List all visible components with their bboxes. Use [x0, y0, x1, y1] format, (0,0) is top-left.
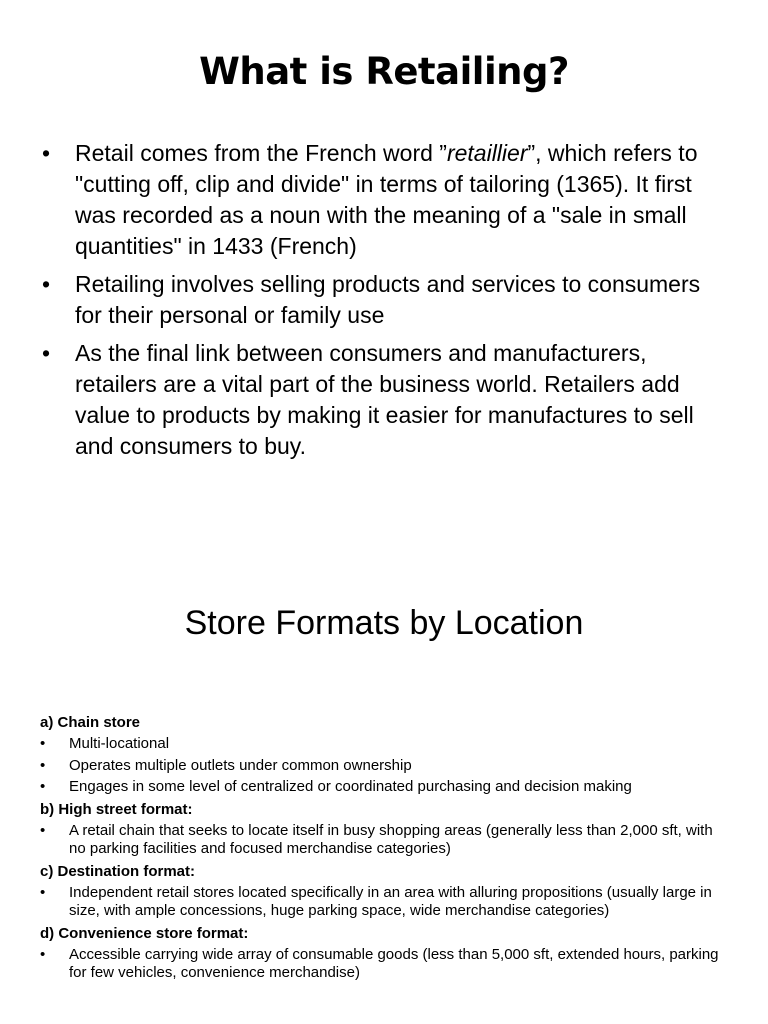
etymology-text-end: ”, which refers to "cutting off, clip and divide" in terms of tailoring (1365). It first was recorded as a noun with the meaning of a "sale in small quantities" in 1433 (French) [75, 140, 698, 259]
list-item [40, 735, 730, 754]
bullet-dot: • [40, 778, 46, 795]
destination-items [40, 884, 730, 921]
list-item [40, 778, 730, 797]
list-item-text: Independent retail stores located specifically in an area with alluring propositions (usually large in size, with ample concessions, huge parking space, wide merchandise categories) [69, 883, 712, 919]
format-heading-chain-store: a) Chain store [40, 714, 141, 731]
convenience-items [40, 946, 730, 983]
list-item-text: A retail chain that seeks to locate itself in busy shopping areas (generally less than 2,000 sft, with no parking facilities and focused merchandise categories) [69, 821, 713, 857]
list-item [40, 822, 730, 859]
format-heading-convenience: d) Convenience store format: [40, 924, 249, 942]
bullet-dot: • [42, 340, 51, 366]
store-formats-list [40, 711, 730, 986]
chain-store-items [40, 735, 730, 797]
list-item-text: Operates multiple outlets under common ownership [69, 756, 412, 774]
bullet-dot: • [40, 756, 46, 774]
bullet-dot: • [40, 945, 46, 963]
format-heading-destination: c) Destination format: [40, 862, 196, 880]
list-item [40, 946, 730, 983]
bullet-item-etymology [40, 138, 730, 262]
bullet-item-final-link [40, 338, 730, 462]
list-item-text: Multi-locational [69, 735, 170, 752]
list-item-text: Accessible carrying wide array of consumable goods (less than 5,000 sft, extended hours, parking for few vehicles, convenience merchandise) [69, 945, 719, 981]
final-link-text: As the final link between consumers and manufacturers, retailers are a vital part of the business world. Retailers add value to products by making it easier for manufactures to sell and consumers to buy. [75, 340, 694, 459]
high-street-items [40, 822, 730, 859]
bullet-dot: • [42, 140, 51, 166]
bullet-item-definition [40, 269, 730, 331]
slide-title: What is Retailing? [199, 50, 569, 93]
bullet-dot: • [40, 883, 46, 901]
etymology-italic-word: retaillier [446, 140, 528, 166]
format-heading-high-street: b) High street format: [40, 800, 193, 818]
bullet-dot: • [42, 271, 51, 297]
bullet-dot: • [40, 735, 46, 752]
definition-text: Retailing involves selling products and services to consumers for their personal or family use [75, 271, 701, 328]
list-item [40, 884, 730, 921]
list-item-text: Engages in some level of centralized or coordinated purchasing and decision making [69, 778, 632, 795]
etymology-text-start: Retail comes from the French word ” [75, 140, 447, 166]
retailing-bullet-list [40, 138, 730, 469]
list-item [40, 757, 730, 776]
bullet-dot: • [40, 821, 46, 839]
section-title: Store Formats by Location [184, 604, 584, 642]
